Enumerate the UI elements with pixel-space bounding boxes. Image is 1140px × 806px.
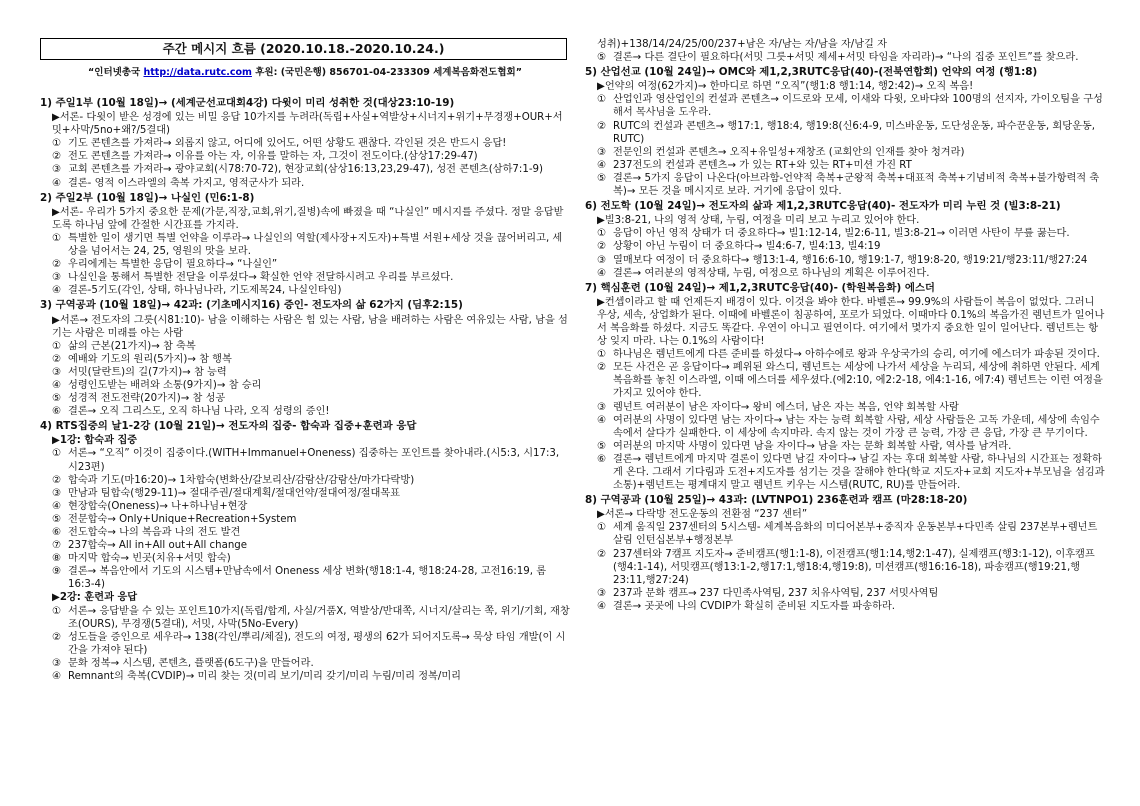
item-number: ③ <box>597 254 607 266</box>
item-text: 결론→ 여러분의 영적상태, 누림, 여정으로 하나님의 계획은 이루어진다. <box>613 267 930 279</box>
item-number: ④ <box>597 600 607 612</box>
item-number: ④ <box>597 414 607 426</box>
item-number: ⑥ <box>52 406 62 418</box>
list-item <box>40 552 570 565</box>
list-item <box>40 526 570 539</box>
item-number: ⑦ <box>52 540 62 552</box>
list-item <box>585 548 1105 587</box>
section-intro: ▶서론→ 전도자의 그릇(시81:10)- 남을 이해하는 사람은 힘 있는 사람, 남을 배려하는 사람은 여유있는 사람, 남을 섬기는 사람은 미래를 아는 사람 <box>52 314 568 339</box>
item-text: 서밋(달란트)의 길(7가지)→ 참 능력 <box>68 366 227 378</box>
section-intro: ▶서론- 우리가 5가지 중요한 문제(가문,직장,교회,위기,질병)속에 빠졌을 때 “나실인” 메시지를 주셨다. 정말 응답받도록 하나님 앞에 간절한 시간표를 가지라. <box>52 206 564 231</box>
item-number: ⑧ <box>52 553 62 565</box>
section-block <box>40 299 570 418</box>
item-text: 결론→ 곳곳에 나의 CVDIP가 확실히 준비된 지도자를 파송하라. <box>613 600 896 612</box>
item-number: ① <box>597 228 607 240</box>
item-text: 마지막 합숙→ 빈곳(치유+서밋 합숙) <box>68 553 231 565</box>
list-item <box>585 414 1105 440</box>
list-item <box>585 240 1105 253</box>
list-item <box>40 405 570 418</box>
item-number: ① <box>52 138 62 150</box>
list-item <box>40 513 570 526</box>
list-item <box>585 348 1105 361</box>
item-text: 237과 문화 캠프→ 237 다민족사역팀, 237 치유사역팀, 237 서밋사역팀 <box>613 587 939 599</box>
item-number: ① <box>52 232 62 244</box>
list-item <box>40 392 570 405</box>
section-title: 4) RTS집중의 날1-2강 (10월 21일)→ 전도자의 집중- 합숙과 집중+훈련과 응답 <box>40 420 417 433</box>
item-number: ③ <box>52 164 62 176</box>
item-number: ③ <box>597 587 607 599</box>
item-number: ⑤ <box>597 440 607 452</box>
list-item <box>585 600 1105 613</box>
item-number: ⑤ <box>52 513 62 525</box>
document-title: 주간 메시지 흐름 (2020.10.18.-2020.10.24.) <box>40 38 567 60</box>
item-list <box>585 93 1105 198</box>
item-text: 하나님은 렘넌트에게 다른 준비를 하셨다→ 아하수에로 왕과 우상국가의 승리, 여기에 에스더가 파송된 것이다. <box>613 349 1100 361</box>
list-item <box>40 565 570 591</box>
item-number: ① <box>52 448 62 460</box>
item-number: ① <box>597 94 607 106</box>
item-list <box>585 51 1105 64</box>
sponsor-line <box>40 66 570 79</box>
item-list <box>40 340 570 419</box>
list-item <box>40 500 570 513</box>
item-text: 특별한 일이 생기면 특별 언약을 이루라→ 나실인의 역할(제사장+지도자)+특별 서원+세상 것을 끊어버리고, 세상을 넘어서는 24, 25, 영원의 맛을 보라. <box>68 232 563 258</box>
item-number: ④ <box>52 177 62 189</box>
item-text: 나실인을 통해서 특별한 전달을 이루셨다→ 확실한 언약 전달하시려고 우리를 부르셨다. <box>68 272 454 284</box>
section-intro: ▶서론- 다윗이 받은 성경에 있는 비밀 응답 10가지를 누려라(독립+사실+역발상+시너지+위기+무경쟁+OUR+서밋+사막/5no+왜?/5결대) <box>52 112 563 137</box>
sponsor-prefix: “인터넷총국 <box>88 67 144 78</box>
item-text: 기도 콘텐츠를 가져라→ 외롭지 않고, 어디에 있어도, 어떤 상황도 괜찮다. 각인된 것은 반드시 응답! <box>68 138 507 150</box>
item-text: 성경적 전도전략(20가지)→ 참 성공 <box>68 393 226 405</box>
item-number: ② <box>52 259 62 271</box>
item-number: ① <box>597 522 607 534</box>
item-list <box>40 232 570 297</box>
item-text: 만남과 팀합숙(행29-11)→ 절대주권/절대계획/절대언약/절대여정/절대목표 <box>68 487 401 499</box>
list-item <box>40 605 570 631</box>
item-text: 결론→ 오직 그리스도, 오직 하나님 나라, 오직 성령의 증인! <box>68 406 330 418</box>
item-text: 교회 콘텐츠를 가져라→ 광야교회(시78:70-72), 현장교회(삼상16:13,23,29-47), 성전 콘텐츠(삼하7:1-9) <box>68 164 543 176</box>
list-item <box>40 366 570 379</box>
section-block <box>40 420 570 683</box>
item-number: ② <box>597 241 607 253</box>
section-subheading: ▶2강: 훈련과 응답 <box>52 592 138 604</box>
item-number: ⑤ <box>597 52 607 64</box>
list-item <box>585 267 1105 280</box>
item-text: 결론→ 복음안에서 기도의 시스템+만남속에서 Oneness 세상 변화(행18:1-4, 행18:24-28, 고전16:19, 롬16:3-4) <box>68 566 547 591</box>
item-text: 현장합숙(Oneness)→ 나+하나님+현장 <box>68 500 248 512</box>
section-block <box>40 97 570 190</box>
list-item <box>585 172 1105 198</box>
section-title: 8) 구역공과 (10월 25일)→ 43과: (LVTNPO1) 236훈련과 캠프 (마28:18-20) <box>585 494 968 507</box>
item-number: ② <box>597 548 607 560</box>
item-text: 예배와 기도의 원리(5가지)→ 참 행복 <box>68 353 232 365</box>
item-text: 237센터와 7캠프 지도자→ 준비캠프(행1:1-8), 이전캠프(행1:14,행2:1-47), 실제캠프(행3:1-12), 이후캠프(행4:1-14), 서밋캠프(행13:1-2,행17:1,행18:4,행19:8), 미션캠프(행16:16-18), 파송캠프(행19:21,행23:11,행27:24) <box>613 548 1095 586</box>
list-item <box>585 159 1105 172</box>
item-text: 결론→ 5가지 응답이 나온다(아브라함-언약적 축복+군왕적 축복+대표적 축복+기념비적 축복+불가항력적 축복)→ 모든 것을 메시지로 보라. 거기에 응답이 있다. <box>613 172 1100 198</box>
list-item <box>40 258 570 271</box>
section-block <box>585 494 1105 613</box>
list-item <box>585 521 1105 547</box>
section-block <box>40 192 570 298</box>
item-text: 문화 정복→ 시스템, 콘텐츠, 플랫폼(6도구)을 만들어라. <box>68 657 314 669</box>
section-block <box>585 38 1105 64</box>
section-title: 3) 구역공과 (10월 18일)→ 42과: (기초메시지16) 증인- 전도자의 삶 62가지 (딤후2:15) <box>40 299 463 312</box>
list-item <box>40 150 570 163</box>
list-item <box>40 340 570 353</box>
section-block <box>585 282 1105 493</box>
section-block <box>585 200 1105 280</box>
list-item <box>585 587 1105 600</box>
item-number: ① <box>597 349 607 361</box>
item-number: ③ <box>597 401 607 413</box>
item-number: ② <box>597 362 607 374</box>
list-item <box>585 361 1105 400</box>
item-text: 열매보다 여정이 더 중요하다→ 행13:1-4, 행16:6-10, 행19:1-7, 행19:8-20, 행19:21/행23:11/행27:24 <box>613 254 1088 266</box>
list-item <box>40 353 570 366</box>
item-text: Remnant의 축복(CVDIP)→ 미리 찾는 것(미리 보기/미리 갖기/미리 누림/미리 정복/미리 <box>68 671 461 683</box>
item-number: ① <box>52 605 62 617</box>
section-block <box>585 66 1105 198</box>
list-item <box>40 474 570 487</box>
list-item <box>40 379 570 392</box>
item-number: ① <box>52 340 62 352</box>
item-text: 결론- 영적 이스라엘의 축복 가지고, 영적군사가 되라. <box>68 177 305 189</box>
list-item <box>585 440 1105 453</box>
section-title: 2) 주일2부 (10월 18일)→ 나실인 (민6:1-8) <box>40 191 255 204</box>
item-text: 결론→ 다른 결단이 필요하다(서밋 그릇+서밋 제세+서밋 타임을 자리라)→ “나의 집중 포인트”를 찾으라. <box>613 52 1079 64</box>
item-number: ④ <box>597 267 607 279</box>
item-text: 237합숙→ All in+All out+All change <box>68 540 248 552</box>
item-text: 전도합숙→ 나의 복음과 나의 전도 발견 <box>68 527 241 538</box>
item-number: ② <box>597 120 607 132</box>
item-text: 여러분의 사명이 있다면 남는 자이다→ 남는 자는 능력 회복할 사람, 세상 사람들은 고독 가운데, 세상에 속임수 속에서 살다가 실패한다. 이 세상에 속지마라. 속지 않는 것이 가장 큰 능력, 가장 큰 응답, 가장 큰 무기이다. <box>613 414 1100 439</box>
list-item <box>40 539 570 552</box>
item-text: RUTC의 컨설과 콘텐츠→ 행17:1, 행18:4, 행19:8(신6:4-9, 미스바운동, 도단성운동, 파수꾼운동, 회당운동, RUTC) <box>613 120 1096 145</box>
item-list <box>585 348 1105 492</box>
left-column <box>40 95 570 683</box>
item-text: 우리에게는 특별한 응답이 필요하다→ “나실인” <box>68 259 278 271</box>
section-subheading: ▶1강: 합숙과 집중 <box>52 435 138 447</box>
item-list <box>40 447 570 591</box>
item-list <box>40 137 570 189</box>
sponsor-suffix: 후원: (국민은행) 856701-04-233309 세계복음화전도협회” <box>251 67 522 78</box>
list-item <box>40 271 570 284</box>
item-number: ④ <box>52 671 62 683</box>
item-number: ③ <box>52 657 62 669</box>
right-column <box>585 38 1105 613</box>
list-item <box>40 657 570 670</box>
item-list <box>40 605 570 684</box>
item-text: 결론-5기도(각인, 상태, 하나님나라, 기도제목24, 나실인타임) <box>68 285 342 297</box>
item-text: 렘넌트 여러분이 남은 자이다→ 왕비 에스더, 남은 자는 복음, 언약 회복할 사람 <box>613 401 959 413</box>
list-item <box>585 51 1105 64</box>
item-number: ⑥ <box>52 527 62 538</box>
item-number: ③ <box>52 366 62 378</box>
list-item <box>585 401 1105 414</box>
item-text: 결론→ 렘넌트에게 마지막 결론이 있다면 남길 자이다→ 남길 자는 후대 회복할 사람, 하나님의 시간표는 정확하게 온다. 그래서 기다림과 도전+지도자를 섬기는 것을 잘해야 한다(학교 지도자+교회 지도자+부모님을 섬김과 소통)+렘넌트는 평계대지 말고 렘넌트 키우는 시스템(RUTC, RU)를 만들어라. <box>613 453 1105 492</box>
item-number: ④ <box>597 159 607 171</box>
list-item <box>40 284 570 297</box>
website-link[interactable]: http://data.rutc.com <box>143 67 252 78</box>
list-item <box>40 137 570 150</box>
item-list <box>585 521 1105 613</box>
item-number: ② <box>52 353 62 365</box>
list-item <box>585 227 1105 240</box>
list-item <box>585 453 1105 492</box>
item-text: 세계 움직일 237센터의 5시스템- 세계복음화의 미디어본부+중직자 운동본부+다민족 살림 237본부+렘넌트 살림 인턴십본부+행정본부 <box>613 522 1098 547</box>
list-item <box>40 447 570 473</box>
item-text: 성도들을 증인으로 세우라→ 138(각인/뿌리/체질), 전도의 여정, 평생의 62가 되어지도록→ 묵상 타임 개발(이 시간을 가져야 된다) <box>68 631 566 656</box>
list-item <box>585 146 1105 159</box>
section-title: 6) 전도학 (10월 24일)→ 전도자의 삶과 제1,2,3RUTC응답(40)- 전도자가 미리 누린 것 (빌3:8-21) <box>585 200 1061 213</box>
section-intro: ▶빌3:8-21, 나의 영적 상태, 누림, 여정을 미리 보고 누리고 있어야 한다. <box>597 215 920 227</box>
item-number: ③ <box>597 146 607 158</box>
item-number: ⑨ <box>52 566 62 578</box>
item-text: 서론→ 응답받을 수 있는 포인트10가지(독립/합계, 사실/거품X, 역발상/반대쪽, 시너지/살리는 쪽, 위기/기회, 재창조(OURS), 무경쟁(5결대), 서밋, 사막(5No-Every) <box>68 605 570 630</box>
item-text: 여러분의 마지막 사명이 있다면 남을 자이다→ 남을 자는 문화 회복할 사람, 역사를 남겨라. <box>613 440 1012 452</box>
item-number: ② <box>52 151 62 163</box>
item-number: ③ <box>52 487 62 499</box>
item-number: ② <box>52 631 62 643</box>
list-item <box>585 93 1105 119</box>
item-number: ④ <box>52 285 62 297</box>
list-item <box>40 670 570 683</box>
continued-text: 성취)+138/14/24/25/00/237+남은 자/남는 자/남을 자/남길 자 <box>597 39 887 50</box>
list-item <box>40 631 570 657</box>
item-text: 산업인과 영산업인의 컨설과 콘텐츠→ 이드로와 모세, 이새와 다윗, 오바댜와 100명의 선지자, 가이오팀을 구성해서 목사님을 도우라. <box>613 94 1103 119</box>
item-number: ④ <box>52 379 62 391</box>
item-number: ④ <box>52 500 62 512</box>
item-number: ⑤ <box>52 393 62 405</box>
list-item <box>40 487 570 500</box>
item-text: 상황이 아닌 누림이 더 중요하다→ 빌4:6-7, 빌4:13, 빌4:19 <box>613 241 881 253</box>
list-item <box>40 177 570 190</box>
item-number: ③ <box>52 272 62 284</box>
item-text: 합숙과 기도(마16:20)→ 1차합숙(변화산/갈보리산/감람산/감람산/마가다락방) <box>68 474 415 486</box>
item-text: 모든 사건은 곧 응답이다→ 폐위된 와스디, 렘넌트는 세상에 나가서 세상을 누리되, 세상에 취하면 안된다. 세계복음화를 놓친 이스라엘, 이때 에스더를 세우셨다.(에2:10, 에2:2-18, 에4:1-16, 에7:4) 렘넌트는 이런 여정을 가지고 있어야 한다. <box>613 362 1103 400</box>
list-item <box>40 232 570 258</box>
item-text: 응답이 아닌 영적 상태가 더 중요하다→ 빌1:12-14, 빌2:6-11, 빌3:8-21→ 이러면 사탄이 무릎 꿇는다. <box>613 228 1070 240</box>
section-intro: ▶컨셉이라고 할 때 언제든지 배경이 있다. 이것을 봐야 한다. 바벨론→ 99.9%의 사람들이 복음이 없었다. 그러니 우상, 세속, 상업화가 된다. 이때에 바벨론이 침공하여, 포로가 되었다. 이때마다 0.1%의 복음가진 렘넌트가 일어나서 복음화를 하셨다. 지금도 똑같다. 우연이 아니고 필연이다. 여기에서 몇가지 중요한 일이 일어난다. 렘넌트는 항상 잊지 마라. 나는 0.1%의 사람이다! <box>597 296 1105 348</box>
section-title: 5) 산업선교 (10월 24일)→ OMC와 제1,2,3RUTC응답(40)-(전북연합회) 언약의 여정 (행1:8) <box>585 66 1038 79</box>
item-text: 서론→ “오직” 이것이 집중이다.(WITH+Immanuel+Oneness) 집중하는 포인트를 찾아내라.(시5:3, 시17:3, 시23편) <box>68 448 560 473</box>
list-item <box>40 163 570 176</box>
item-number: ② <box>52 474 62 486</box>
section-intro: ▶언약의 여정(62가지)→ 한마디로 하면 “오직”(행1:8 행1:14, 행2:42)→ 오직 복음! <box>597 81 974 93</box>
item-number: ⑥ <box>597 453 607 465</box>
item-number: ⑤ <box>597 172 607 184</box>
section-intro: ▶서론→ 다락방 전도운동의 전환점 “237 센터” <box>597 509 808 521</box>
item-text: 성령인도받는 배려와 소통(9가지)→ 참 승리 <box>68 379 262 391</box>
item-list <box>585 227 1105 279</box>
item-text: 전도 콘텐츠를 가져라→ 이유를 아는 자, 이유를 말하는 자, 그것이 전도이다.(삼상17:29-47) <box>68 151 478 163</box>
item-text: 전문인의 컨설과 콘텐츠→ 오직+유일성+재창조 (교회안의 인재를 찾아 청겨라) <box>613 146 965 158</box>
section-title: 7) 핵심훈련 (10월 24일)→ 제1,2,3RUTC응답(40)- (학원복음화) 에스더 <box>585 281 935 294</box>
item-text: 삶의 근본(21가지)→ 참 축복 <box>68 340 196 352</box>
item-text: 전문합숙→ Only+Unique+Recreation+System <box>68 513 297 525</box>
list-item <box>585 254 1105 267</box>
item-text: 237전도의 컨설과 콘텐츠→ 가 있는 RT+와 있는 RT+미션 가진 RT <box>613 159 912 171</box>
list-item <box>585 120 1105 146</box>
section-title: 1) 주일1부 (10월 18일)→ (세계군선교대회4강) 다윗이 미리 성취한 것(대상23:10-19) <box>40 97 455 109</box>
